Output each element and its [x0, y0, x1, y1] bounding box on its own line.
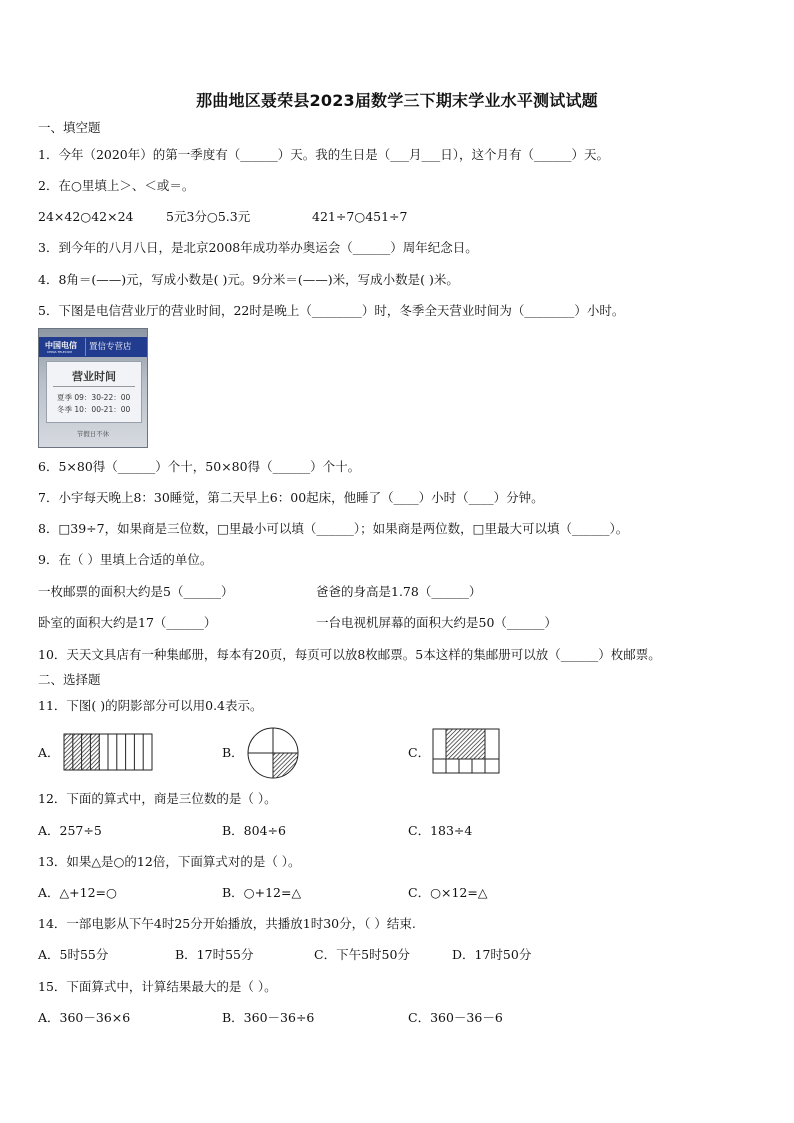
sign-heading: 营业时间 — [72, 370, 116, 383]
sign-summer-hours: 夏季 09：30-22：00 — [57, 393, 131, 402]
question-14-option-b: B．17时55分 — [175, 947, 254, 962]
question-11-option-c: C． — [408, 745, 431, 760]
sign-header-bar — [39, 337, 147, 357]
question-15-option-b: B．360－36÷6 — [222, 1010, 315, 1025]
sign-store-name: 置信专营店 — [85, 338, 135, 356]
question-9-item-2: 爸爸的身高是1.78（______） — [316, 584, 482, 599]
question-2-item-2: 5元3分○5.3元 — [166, 209, 251, 224]
fraction-figure-a — [63, 733, 153, 771]
question-12-option-a: A．257÷5 — [38, 823, 102, 838]
question-13-option-a: A．△+12=○ — [38, 885, 117, 900]
sign-footer: 节假日不休 — [76, 430, 110, 438]
question-11-option-a: A． — [38, 745, 60, 760]
fraction-figure-b — [246, 727, 300, 779]
question-7: 7．小宇每天晚上8：30睡觉，第二天早上6：00起床，他睡了（____）小时（____）分钟。 — [38, 490, 544, 505]
question-13-option-c: C．○×12=△ — [408, 885, 488, 900]
fraction-figure-c — [432, 728, 500, 774]
sign-divider — [53, 386, 135, 387]
question-1: 1．今年（2020年）的第一季度有（______）天。我的生日是（___月___日），这个月有（______）天。 — [38, 147, 610, 162]
page-title: 那曲地区聂荣县2023届数学三下期末学业水平测试试题 — [196, 91, 598, 110]
question-2-item-3: 421÷7○451÷7 — [312, 209, 408, 224]
question-11-option-b: B． — [222, 745, 244, 760]
question-2-stem: 2．在○里填上＞、＜或＝。 — [38, 178, 195, 193]
question-12-stem: 12．下面的算式中，商是三位数的是（ ）。 — [38, 791, 277, 806]
question-15-option-c: C．360－36－6 — [408, 1010, 503, 1025]
question-6: 6．5×80得（______）个十，50×80得（______）个十。 — [38, 459, 361, 474]
store-hours-sign-image — [38, 328, 148, 448]
question-3: 3．到今年的八月八日，是北京2008年成功举办奥运会（______）周年纪念日。 — [38, 240, 478, 255]
sign-brand-sub: CHINA TELECOM — [47, 350, 72, 354]
question-15-option-a: A．360－36×6 — [38, 1010, 131, 1025]
question-14-option-c: C．下午5时50分 — [314, 947, 410, 962]
shaded-part — [446, 729, 485, 759]
question-14-stem: 14．一部电影从下午4时25分开始播放，共播放1时30分，（ ）结束. — [38, 916, 416, 931]
question-14-option-a: A．5时55分 — [38, 947, 109, 962]
question-8: 8．□39÷7，如果商是三位数，□里最小可以填（______）；如果商是两位数，□里最大可以填（______）。 — [38, 521, 629, 536]
section-choice-heading: 二、选择题 — [38, 672, 101, 687]
question-4: 4．8角＝(——)元，写成小数是( )元。9分米＝(——)米，写成小数是( )米。 — [38, 272, 459, 287]
question-5: 5．下图是电信营业厅的营业时间，22时是晚上（________）时，冬季全天营业时间为（________）小时。 — [38, 303, 625, 318]
question-13-stem: 13．如果△是○的12倍，下面算式对的是（ ）。 — [38, 854, 301, 869]
question-9-item-3: 卧室的面积大约是17（______） — [38, 615, 217, 630]
question-13-option-b: B．○+12=△ — [222, 885, 302, 900]
question-11-stem: 11．下图( )的阴影部分可以用0.4表示。 — [38, 698, 263, 713]
question-10: 10．天天文具店有一种集邮册，每本有20页，每页可以放8枚邮票。5本这样的集邮册可以放（______）枚邮票。 — [38, 647, 661, 662]
question-2-item-1: 24×42○42×24 — [38, 209, 134, 224]
question-12-option-c: C．183÷4 — [408, 823, 473, 838]
question-12-option-b: B．804÷6 — [222, 823, 286, 838]
section-fill-heading: 一、填空题 — [38, 120, 101, 135]
sign-board — [46, 361, 142, 423]
question-15-stem: 15．下面算式中，计算结果最大的是（ ）。 — [38, 979, 277, 994]
sign-brand: 中国电信 — [45, 341, 77, 350]
question-9-item-4: 一台电视机屏幕的面积大约是50（______） — [316, 615, 557, 630]
question-14-option-d: D．17时50分 — [452, 947, 532, 962]
question-9-stem: 9．在（ ）里填上合适的单位。 — [38, 552, 213, 567]
question-9-item-1: 一枚邮票的面积大约是5（______） — [38, 584, 234, 599]
sign-winter-hours: 冬季 10：00-21：00 — [57, 405, 131, 414]
